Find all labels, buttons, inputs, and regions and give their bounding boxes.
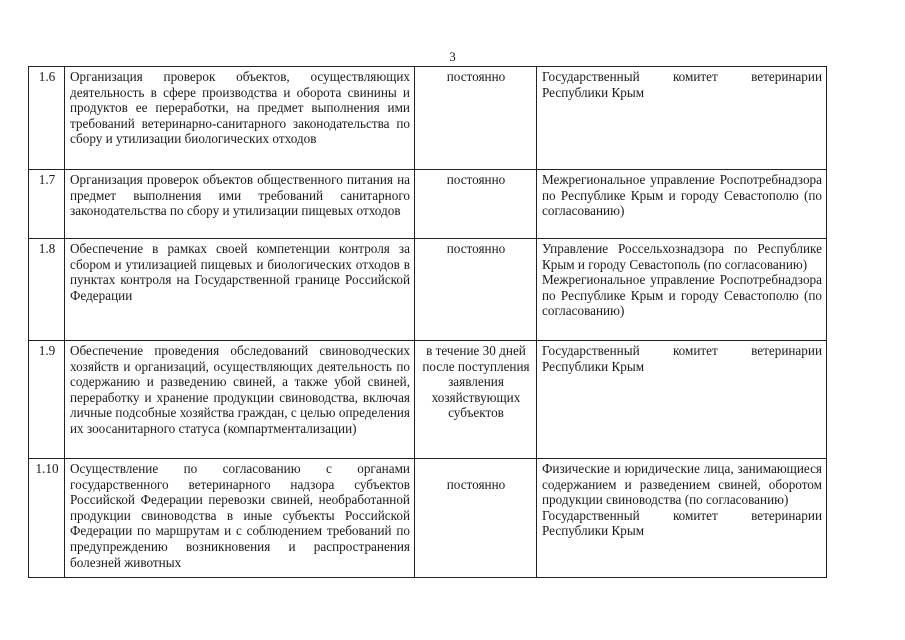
responsible-party: Управление Россельхознадзора по Республике Крым и городу Севастополь (по согласованию) xyxy=(542,241,822,272)
responsible-cell xyxy=(537,67,827,170)
page-number: 3 xyxy=(449,49,456,64)
responsible-party: Физические и юридические лица, занимающиеся содержанием и разведением свиней, оборотом продукции свиноводства (по согласованию) xyxy=(542,461,822,508)
responsible-party: Межрегиональное управление Роспотребнадзора по Республике Крым и городу Севастополю (по согласованию) xyxy=(542,172,822,219)
event-description: Осуществление по согласованию с органами государственного ветеринарного надзора субъектов Российской Федерации перевозки свиней, необработанной продукции свиноводства в иные субъекты Российской Федерации по маршрутам и с соблюдением требований по предупреждению возникновения и распространения болезней животных xyxy=(65,459,415,578)
responsible-cell xyxy=(537,239,827,341)
event-term: постоянно xyxy=(415,170,537,239)
event-description: Организация проверок объектов, осуществляющих деятельность в сфере производства и оборота свинины и продуктов ее переработки, на предмет выполнения ими требований ветеринарно-санитарного законодательства по сбору и утилизации биологических отходов xyxy=(65,67,415,170)
responsible-party: Межрегиональное управление Роспотребнадзора по Республике Крым и городу Севастополю (по согласованию) xyxy=(542,272,822,319)
table-row xyxy=(29,67,827,170)
event-description: Организация проверок объектов общественного питания на предмет выполнения ими требований санитарного законодательства по сбору и утилизации пищевых отходов xyxy=(65,170,415,239)
row-number: 1.7 xyxy=(29,170,65,239)
row-number: 1.8 xyxy=(29,239,65,341)
row-number: 1.10 xyxy=(29,459,65,578)
table-row xyxy=(29,459,827,578)
event-term: постоянно xyxy=(415,67,537,170)
responsible-party: Государственный комитет ветеринарии Республики Крым xyxy=(542,69,822,100)
responsible-cell xyxy=(537,459,827,578)
responsible-party: Государственный комитет ветеринарии Республики Крым xyxy=(542,507,822,539)
row-number: 1.9 xyxy=(29,341,65,459)
event-term: постоянно xyxy=(415,239,537,341)
table-row xyxy=(29,239,827,341)
row-number: 1.6 xyxy=(29,67,65,170)
measures-table xyxy=(28,66,827,578)
event-description: Обеспечение проведения обследований свиноводческих хозяйств и организаций, осуществляющих деятельность по содержанию и разведению свиней, а также убой свиней, переработку и хранение продукции свиноводства, включая личные подсобные хозяйства граждан, с целью определения их зоосанитарного статуса (компартментализации) xyxy=(65,341,415,459)
responsible-cell xyxy=(537,341,827,459)
event-term: постоянно xyxy=(415,459,537,578)
table-row xyxy=(29,170,827,239)
event-description: Обеспечение в рамках своей компетенции контроля за сбором и утилизацией пищевых и биологических отходов в пунктах контроля на Государственной границе Российской Федерации xyxy=(65,239,415,341)
table-row xyxy=(29,341,827,459)
responsible-cell xyxy=(537,170,827,239)
event-term: в течение 30 дней после поступления заявления хозяйствующих субъектов xyxy=(415,341,537,459)
responsible-party: Государственный комитет ветеринарии Республики Крым xyxy=(542,343,822,374)
